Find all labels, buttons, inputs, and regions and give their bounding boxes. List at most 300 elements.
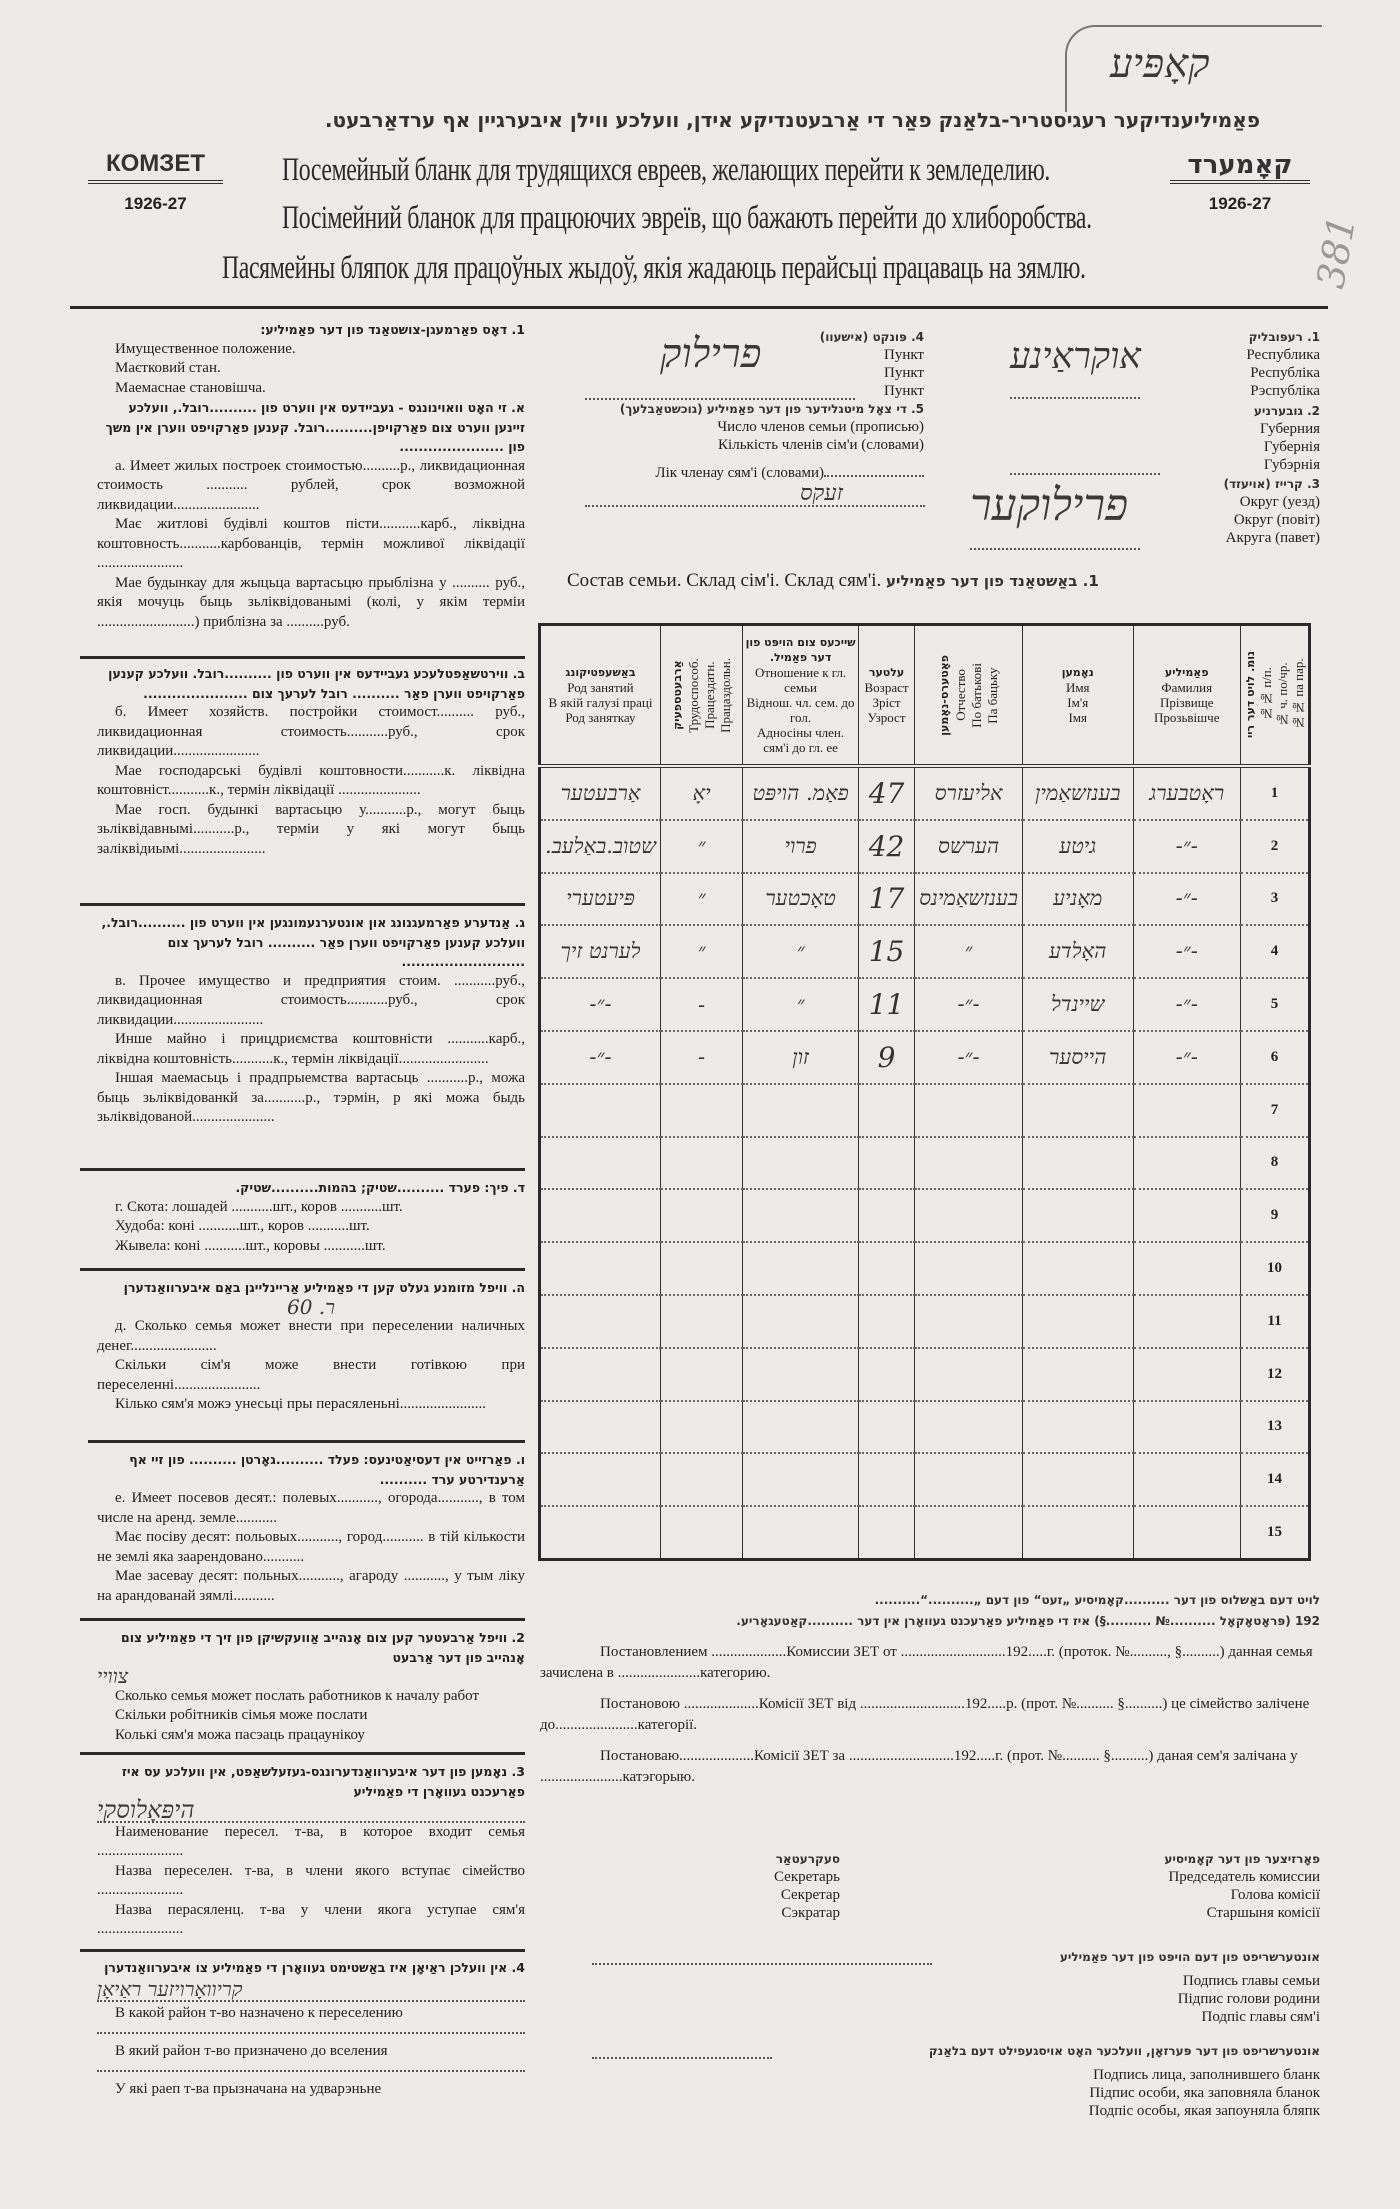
text-line: В який район т-во призначено до вселения	[97, 2034, 525, 2072]
cell-occupation[interactable]	[540, 1348, 661, 1401]
text-line: אונטערשריפט פון דעם הויפּט פון דער פאַמיליע	[1059, 1950, 1320, 1964]
text-line: № ч. по/чр.	[1274, 662, 1290, 728]
okrug-value: פרילוקער	[970, 480, 1129, 531]
cell-name[interactable]: הייסער	[1022, 1031, 1133, 1084]
text-line: Скільки сім'я може внести готівкою при переселенні.......................	[97, 1357, 525, 1393]
section-workers	[97, 1628, 525, 1745]
text-line: Секретар	[780, 1887, 840, 1903]
text-line: Імя	[1068, 710, 1088, 725]
cell-age[interactable]	[858, 1348, 914, 1401]
text-line: 1. דאָס פאַרמעגן-צושטאַנד פון דער פאַמיליע:	[260, 322, 525, 337]
text-line: Назва переселен. т-ва, в члени якого вступає сімейство .......................	[97, 1862, 525, 1898]
cell-name[interactable]: בענזשאַמין	[1022, 766, 1133, 820]
text-line: באַשעפטיקונג	[565, 666, 636, 679]
cell-relation[interactable]	[743, 1137, 859, 1190]
cell-surname[interactable]	[1133, 1453, 1240, 1506]
cell-name[interactable]	[1022, 1189, 1133, 1242]
text-line: Округ (уезд)	[1239, 494, 1320, 510]
text-line: В какой район т-во назначено к переселению	[97, 2002, 525, 2034]
cell-age[interactable]	[858, 1453, 914, 1506]
family-row	[540, 873, 1310, 926]
text-line: Скільки робітників сімья може послати	[115, 1707, 368, 1723]
cell-age[interactable]	[858, 1189, 914, 1242]
cell-surname[interactable]: -״-	[1133, 925, 1240, 978]
cell-relation[interactable]	[743, 1084, 859, 1137]
family-heading	[567, 570, 1099, 592]
text-line: Секретарь	[773, 1869, 840, 1885]
head-signature	[1060, 1948, 1320, 2026]
cell-surname[interactable]: ראָטבערג	[1133, 766, 1240, 820]
komzet-year: 1926-27	[124, 194, 187, 213]
text-line: Губернія	[1263, 439, 1320, 455]
cell-name[interactable]: גיטע	[1022, 820, 1133, 873]
text-line: 5. די צאָל מיטגלידער פון דער פאַמיליע (גוכשטאַבלעך)	[619, 402, 924, 416]
cell-relation[interactable]	[743, 1189, 859, 1242]
punkt-value: פרילוק	[660, 331, 762, 377]
text-line: Округ (повіт)	[1233, 512, 1320, 528]
handwritten-copy-mark: קאָפּיע	[1110, 41, 1210, 87]
cell-surname[interactable]: -״-	[1133, 820, 1240, 873]
text-line: а. Имеет жилых построек стоимостью..........р., ликвидационная стоимость ........... рублей, срок возможной ликвидации.......................	[97, 457, 525, 513]
text-line: Віднош. чл. сем. до гол.	[746, 695, 855, 725]
text-line: עלטער	[868, 666, 905, 679]
text-line: Постановою ....................Комісії ЗЕТ від ............................192.....р. (прот. №.......... §..........) це сімейство залічене до......................категорії.	[540, 1696, 1310, 1733]
section-crops	[97, 1450, 525, 1606]
text-line: לויט דעם באַשלוס פון דער ..........קאָמיסיע „זעט“ פון דעם „..........“..........	[874, 1593, 1320, 1607]
text-line: Кілько сям'я можэ унесьці пры перасяленьні.......................	[115, 1396, 487, 1412]
cell-surname[interactable]: -״-	[1133, 873, 1240, 926]
text-line: נאָמען	[1061, 666, 1094, 679]
komzet-label: КОМЗЕТ	[88, 150, 223, 184]
cell-patronymic[interactable]	[915, 1348, 1023, 1401]
text-line: 3. קרייז (אויעזד)	[1223, 477, 1320, 491]
text-line: Постановаю....................Комісії ЗЕТ за ............................192.....г. (прот. №.......... §..........) даная сем'я залічана у ......................катэгорыю.	[540, 1748, 1298, 1785]
text-line: №№ па пар.	[1290, 659, 1306, 731]
text-line: 1. רעפּובליק	[1248, 330, 1320, 344]
family-row	[540, 766, 1310, 820]
cell-age[interactable]	[858, 1401, 914, 1454]
family-row	[540, 1084, 1310, 1137]
column-header-number	[1240, 625, 1309, 767]
text-line: Мае засевау десят: польных..........., агароду ..........., у тым ліку на арандованай зямлі...........	[97, 1568, 525, 1604]
cell-occupation[interactable]	[540, 1137, 661, 1190]
text-line: ה. וויפל מזומנע געלט קען די פאַמיליע אַריינלייגן באַם איבערוואַנדערן	[123, 1280, 525, 1295]
cell-patronymic[interactable]	[915, 1084, 1023, 1137]
cell-occupation[interactable]	[540, 1242, 661, 1295]
text-line: Имущественное положение.	[115, 340, 296, 357]
family-row	[540, 1031, 1310, 1084]
cell-age[interactable]	[858, 1137, 914, 1190]
cell-work-ability[interactable]: ״	[660, 820, 742, 873]
cell-patronymic[interactable]	[915, 1189, 1023, 1242]
text-line: 1. באַשטאַנד פון דער פאַמיליע	[886, 572, 1099, 590]
cell-work-ability[interactable]: יאָ	[660, 766, 742, 820]
text-line: Имя	[1065, 680, 1090, 695]
text-line: Пункт	[883, 365, 924, 381]
text-line: д. Сколько семья может внести при переселении наличных денег.......................	[97, 1318, 525, 1354]
cell-age[interactable]	[858, 1506, 914, 1559]
cell-name[interactable]	[1022, 1401, 1133, 1454]
text-line: אַרבעטספעיק	[671, 660, 685, 730]
text-line: Республіка	[1250, 365, 1320, 381]
text-line: Мае будынкау для жыцьца вартасьцю прыблізна у .......... руб., якія мочуць быць зьліквідованымі (колі, у якім терміи ..........................) приблізна за ..........руб.	[97, 574, 525, 630]
yiddish-title: פאַמיליענדיקער רעגיסטריר-בלאַנק פאַר די אַרבעטנדיקע אידן, וועלכע ווילן איבערגיין אף ערדאַרבעט.	[324, 108, 1260, 132]
text-line: Колькі сям'я можа пасэаць працаунікоу	[115, 1726, 365, 1743]
text-line: Худоба: коні ...........шт., коров ...........шт.	[115, 1218, 370, 1234]
cell-surname[interactable]: -״-	[1133, 978, 1240, 1031]
text-line: По батькові	[969, 662, 985, 728]
text-line: Працездатн.	[702, 661, 718, 729]
section-property	[97, 320, 525, 632]
text-line: Має житлові будівлі коштов пісти...........карб., ліквідна коштовность...........карбованців, термін можливої ліквідації .......................	[97, 516, 525, 571]
cell-relation[interactable]	[743, 1348, 859, 1401]
text-line: Прізвище	[1159, 695, 1214, 710]
text-line: в. Прочее имущество и предприятия стоим. ...........руб., ликвидационная стоимость...........руб., срок ликвидации........................	[97, 972, 525, 1028]
cell-work-ability[interactable]: -	[660, 1031, 742, 1084]
text-line: Узрост	[867, 710, 906, 725]
column-header-patronymic	[915, 625, 1023, 767]
cell-relation[interactable]	[743, 1295, 859, 1348]
komerd-year: 1926-27	[1208, 194, 1272, 213]
cell-age[interactable]	[858, 1242, 914, 1295]
republic-label	[1246, 328, 1320, 400]
cell-name[interactable]	[1022, 1506, 1133, 1559]
text-line: Фамилия	[1161, 680, 1213, 695]
text-line: א. זי האָט וואוינונגס - געביידעס אין ווערט פון ..........רובל., וועלכע זיינען ווערט צום פאַרקויפן..........רובל. קענען פאַרקויפט ווערן אין משך פון ......................	[105, 400, 525, 454]
society-value: היפּאָלוסקי	[97, 1801, 525, 1823]
cell-number: 7	[1240, 1084, 1309, 1137]
cell-age[interactable]: 47	[858, 766, 914, 820]
text-line: Сэкратар	[781, 1905, 840, 1921]
text-line: 3. נאָמען פון דער איבערוואַנדערונגס-געזעלשאַפט, אין וועלכע עס איז פאַרעכנט געוואָרן די פאַמיליע	[121, 1764, 525, 1799]
cell-occupation[interactable]: שטוב.באַלעב.	[540, 820, 661, 873]
cell-name[interactable]	[1022, 1137, 1133, 1190]
cell-number: 3	[1240, 873, 1309, 926]
cell-relation[interactable]	[743, 1506, 859, 1559]
chairman-signature	[1164, 1850, 1320, 1922]
cell-occupation[interactable]	[540, 1295, 661, 1348]
text-line: В якій галузі праці	[548, 695, 653, 710]
members-label	[620, 400, 924, 482]
text-line: Губерния	[1260, 421, 1320, 437]
text-line: Подпіс главы сям'і	[1201, 2009, 1320, 2025]
text-line: נומ. לויט דער ריי	[1243, 651, 1257, 739]
text-line: Состав семьи. Склад сім'і. Склад сям'і.	[567, 570, 882, 591]
cell-work-ability[interactable]: -	[660, 978, 742, 1031]
column-header-age	[858, 625, 914, 767]
text-line: Возраст	[864, 680, 909, 695]
section-other-property	[97, 913, 525, 1128]
text-line: б. Имеет хозяйств. постройки стоимост.......... руб., ликвидационная стоимость...........руб., срок ликвидации.......................	[97, 704, 525, 759]
text-line: Мае господарські будівлі коштовности...........к. ліквідна коштовніст...........к., термін ліквідації ......................	[97, 762, 525, 798]
text-line: Республика	[1246, 347, 1320, 363]
text-line: Працаздольн.	[718, 657, 734, 733]
cell-patronymic[interactable]	[915, 1453, 1023, 1506]
column-header-work-ability	[660, 625, 742, 767]
cell-relation[interactable]: ״	[743, 978, 859, 1031]
filler-signature	[929, 2042, 1320, 2120]
cell-work-ability[interactable]	[660, 1453, 742, 1506]
cell-name[interactable]	[1022, 1295, 1133, 1348]
filler-signature-line[interactable]	[592, 2057, 772, 2059]
text-line: Па бацьку	[985, 666, 1001, 724]
text-line: Постановлением ....................Комиссии ЗЕТ от ............................192.....г. (проток. №.........., §..........) данная семья зачислена в ......................категорию.	[540, 1644, 1313, 1681]
cell-relation[interactable]: זון	[743, 1031, 859, 1084]
text-line: Лік членау сям'і (словами)	[655, 465, 824, 481]
title-ukrainian: Посімейний бланок для працюючих эвреїв, що бажають перейти до хлиборобства.	[282, 200, 1092, 236]
text-line: Іншая маемасьць і прадпрыемства вартасьць ...........р., можа быць зьліквідованкй за...........р., тэрмін, р які можа быдь зьліквідованой......................	[97, 1070, 525, 1125]
family-row	[540, 1348, 1310, 1401]
text-line: Число членов семьи (прописью)	[717, 419, 924, 435]
column-header-surname	[1133, 625, 1240, 767]
cell-surname[interactable]	[1133, 1137, 1240, 1190]
family-row	[540, 978, 1310, 1031]
text-line: סעקרעטאַר	[775, 1852, 840, 1866]
family-row	[540, 925, 1310, 978]
cell-surname[interactable]	[1133, 1348, 1240, 1401]
cell-patronymic[interactable]	[915, 1242, 1023, 1295]
punkt-label	[820, 328, 924, 400]
text-line: 192 (פּראָטאָקאָל ..........№ ..........§) איז די פאַמיליע פאַרעכנט געוואָרן אין דער ..........קאַטעגאָריע.	[736, 1614, 1320, 1628]
cell-age[interactable]: 11	[858, 978, 914, 1031]
cell-surname[interactable]	[1133, 1189, 1240, 1242]
cell-number: 2	[1240, 820, 1309, 873]
text-line: Инше майно і прицдриємства коштовністи ...........карб., ліквідна коштовність...........к., термін ліквідації........................	[97, 1031, 525, 1067]
family-row	[540, 1189, 1310, 1242]
cell-patronymic[interactable]: אליעזרס	[915, 766, 1023, 820]
text-line: е. Имеет посевов десят.: полевых..........., огорода..........., в том числе на аренд. земле...........	[97, 1490, 525, 1526]
text-line: Трудоспособ.	[686, 657, 702, 733]
cell-work-ability[interactable]	[660, 1295, 742, 1348]
cell-work-ability[interactable]	[660, 1189, 742, 1242]
cell-patronymic[interactable]	[915, 1295, 1023, 1348]
section-livestock	[97, 1178, 525, 1256]
text-line: 4. פּונקט (אישעוו)	[819, 330, 924, 344]
cell-patronymic[interactable]: -״-	[915, 1031, 1023, 1084]
text-line: Председатель комиссии	[1168, 1869, 1320, 1885]
cell-occupation[interactable]	[540, 1506, 661, 1559]
text-line: Жывела: коні ...........шт., коровы ...........шт.	[115, 1237, 386, 1254]
title-belarusian: Пасямейны бляпок для працоўных жыдоў, якія жадаюць перайсьці працаваць на зямлю.	[222, 250, 1086, 286]
cell-relation[interactable]: ״	[743, 925, 859, 978]
column-header-relation	[743, 625, 859, 767]
text-line: Маемаснае становішча.	[115, 379, 266, 396]
text-line: Подпіс особы, якая запоуняла бляпк	[1088, 2103, 1320, 2119]
komzet-logo	[88, 150, 223, 214]
text-line: Підпис голови родини	[1177, 1991, 1320, 2007]
cell-work-ability[interactable]	[660, 1137, 742, 1190]
cell-relation[interactable]	[743, 1401, 859, 1454]
text-line: Отчество	[953, 669, 969, 721]
cell-relation[interactable]: טאָכטער	[743, 873, 859, 926]
cell-patronymic[interactable]: הערשס	[915, 820, 1023, 873]
cell-name[interactable]: האָלדע	[1022, 925, 1133, 978]
family-row	[540, 1137, 1310, 1190]
text-line: У які раеп т-ва прызначана на удварэньне	[115, 2080, 382, 2097]
text-line: Зріст	[872, 695, 901, 710]
okrug-label	[1224, 475, 1320, 547]
cell-age[interactable]: 15	[858, 925, 914, 978]
cell-work-ability[interactable]	[660, 1401, 742, 1454]
text-line: Подпись лица, заполнившего бланк	[1093, 2067, 1320, 2083]
cash-value: ר. 60	[287, 1294, 335, 1319]
cell-surname[interactable]	[1133, 1084, 1240, 1137]
cell-number: 8	[1240, 1137, 1309, 1190]
text-line: Кількість членів сім'и (словами)	[718, 437, 924, 453]
text-line: ו. פאַרזייט אין דעסיאַטינעס: פעלד ..........גאָרטן .......... פון זיי אף אַרענדירטע ערד ..........	[129, 1452, 525, 1487]
cell-patronymic[interactable]: בענזשאַמינס	[915, 873, 1023, 926]
text-line: 4. אין וועלכן ראַיאָן איז באַשטימט געוואָרן די פאַמיליע צו איבערוואַנדערן	[104, 1960, 525, 1975]
cell-patronymic[interactable]	[915, 1506, 1023, 1559]
cell-number: 9	[1240, 1189, 1309, 1242]
text-line: Прозьвішче	[1153, 710, 1220, 725]
secretary-signature	[700, 1850, 840, 1922]
cell-patronymic[interactable]	[915, 1401, 1023, 1454]
cell-work-ability[interactable]: ״	[660, 925, 742, 978]
text-line: Род занятий	[567, 680, 634, 695]
text-line: г. Скота: лошадей ...........шт., коров ...........шт.	[115, 1198, 403, 1215]
cell-occupation[interactable]: -״-	[540, 978, 661, 1031]
text-line: Старшыня комісії	[1206, 1905, 1320, 1921]
column-header-name	[1022, 625, 1133, 767]
family-table	[538, 623, 1311, 1561]
cell-relation[interactable]: פאַמ. הויפּט	[743, 766, 859, 820]
cell-patronymic[interactable]: ״	[915, 925, 1023, 978]
text-line: Род заняткау	[565, 710, 636, 725]
cell-surname[interactable]	[1133, 1295, 1240, 1348]
cell-surname[interactable]	[1133, 1506, 1240, 1559]
cell-relation[interactable]	[743, 1242, 859, 1295]
cell-occupation[interactable]: פּיעטערי	[540, 873, 661, 926]
commission-resolution	[540, 1590, 1320, 1788]
column-header-occupation	[540, 625, 661, 767]
text-line: Ім'я	[1067, 695, 1089, 710]
family-row	[540, 1506, 1310, 1559]
cell-work-ability[interactable]	[660, 1242, 742, 1295]
workers-value: צוויי	[97, 1664, 129, 1688]
cell-work-ability[interactable]	[660, 1506, 742, 1559]
cell-number: 13	[1240, 1401, 1309, 1454]
text-line: Рэспубліка	[1250, 383, 1320, 399]
text-line: Назва перасяленц. т-ва у члени якога уступае сям'я .......................	[97, 1901, 525, 1937]
text-line: 2. גובערניע	[1253, 404, 1320, 418]
cell-age[interactable]	[858, 1084, 914, 1137]
komerd-label: קאָמערד	[1170, 150, 1310, 184]
section-settlement-society	[97, 1762, 525, 1940]
text-line: Має посіву десят: польовых..........., город........... в тій кількости не землі яка заарендовано...........	[97, 1529, 525, 1565]
family-row	[540, 1401, 1310, 1454]
family-row	[540, 1242, 1310, 1295]
head-signature-line[interactable]	[592, 1963, 932, 1965]
cell-age[interactable]: 9	[858, 1031, 914, 1084]
text-line: Сколько семья может послать работников к началу работ	[115, 1687, 480, 1704]
cell-number: 5	[1240, 978, 1309, 1031]
cell-number: 10	[1240, 1242, 1309, 1295]
section-farm-buildings	[97, 664, 525, 859]
text-line: Губэрнія	[1263, 457, 1320, 473]
text-line: Підпис особи, яка заповняла бланок	[1089, 2085, 1320, 2101]
cell-surname[interactable]: -״-	[1133, 1031, 1240, 1084]
cell-number: 1	[1240, 766, 1309, 820]
text-line: ג. אַנדערע פאַרמעגנונג און אונטערנעמונגען אין ווערט פון ..........רובל., וועלכע קענען פאַרקויפט ווערן פאַר .......... רובל לערעך צום ..........................	[101, 915, 525, 969]
family-row	[540, 1453, 1310, 1506]
text-line: ב. ווירטשאַפטלעכע געביידעס אין ווערט פון ..........רובל. וועלכע קענען פאַרקויפט ווערן פאַר .......... רובל לערעך צום ......................	[108, 666, 525, 701]
family-row	[540, 1295, 1310, 1348]
cell-occupation[interactable]: אַרבעטער	[540, 766, 661, 820]
republic-value: אוקראַינע	[1010, 336, 1141, 377]
text-line: Адносіны член. сям'і до гл. ее	[757, 725, 845, 755]
text-line: פאָטערס-נאָמען	[938, 654, 952, 736]
cell-age[interactable]: 17	[858, 873, 914, 926]
cell-occupation[interactable]	[540, 1401, 661, 1454]
cell-number: 6	[1240, 1031, 1309, 1084]
cell-occupation[interactable]	[540, 1189, 661, 1242]
cell-name[interactable]	[1022, 1348, 1133, 1401]
title-russian: Посемейный бланк для трудящихся евреев, желающих перейти к земледелию.	[282, 152, 1050, 188]
cell-age[interactable]	[858, 1295, 914, 1348]
cell-name[interactable]	[1022, 1453, 1133, 1506]
cell-occupation[interactable]: לערנט זיך	[540, 925, 661, 978]
cell-surname[interactable]	[1133, 1401, 1240, 1454]
cell-age[interactable]: 42	[858, 820, 914, 873]
section-cash	[97, 1278, 525, 1415]
text-line: №№ п/п.	[1258, 667, 1274, 723]
cell-number: 11	[1240, 1295, 1309, 1348]
header-rule	[70, 306, 1328, 309]
text-line: פאַמיליע	[1164, 666, 1209, 679]
text-line: Отношение к гл. семьи	[754, 665, 847, 695]
text-line: Мае госп. будынкі вартасьцю у...........р., могут быць зьліквідавнымі...........р., терміи у які могут быць заліквідиымі.......................	[97, 801, 525, 857]
cell-occupation[interactable]	[540, 1084, 661, 1137]
cell-occupation[interactable]: -״-	[540, 1031, 661, 1084]
section-district	[97, 1958, 525, 2100]
text-line: Пункт	[883, 383, 924, 399]
cell-number: 14	[1240, 1453, 1309, 1506]
cell-name[interactable]: שיינדל	[1022, 978, 1133, 1031]
margin-number: 381	[1308, 212, 1365, 292]
text-line: Маєтковий стан.	[115, 360, 221, 376]
cell-relation[interactable]	[743, 1453, 859, 1506]
cell-occupation[interactable]	[540, 1453, 661, 1506]
cell-name[interactable]	[1022, 1084, 1133, 1137]
cell-number: 15	[1240, 1506, 1309, 1559]
text-line: Наименование пересел. т-ва, в которое входит семья .......................	[97, 1823, 525, 1859]
text-line: Пункт	[883, 347, 924, 363]
cell-surname[interactable]	[1133, 1242, 1240, 1295]
members-value: זעקס	[800, 481, 843, 506]
cell-work-ability[interactable]: ״	[660, 873, 742, 926]
text-line: Акруга (павет)	[1225, 530, 1320, 546]
text-line: אונטערשריפט פון דער פּערזאָן, וועלכער האָט אויסגעפילט דעם בלאַנק	[928, 2044, 1320, 2058]
text-line: Голова комісії	[1230, 1887, 1320, 1903]
district-value: קריוואָרויזער ראַיאָן	[97, 1978, 525, 2002]
text-line: Подпись главы семьи	[1182, 1973, 1320, 1989]
family-row	[540, 820, 1310, 873]
cell-work-ability[interactable]	[660, 1084, 742, 1137]
cell-name[interactable]: מאָניע	[1022, 873, 1133, 926]
cell-patronymic[interactable]	[915, 1137, 1023, 1190]
text-line: שייכעס צום הויפּט פון דער פאַמיל.	[745, 636, 856, 664]
cell-patronymic[interactable]: -״-	[915, 978, 1023, 1031]
text-line: ד. פיך: פערד ..........שטיק; בהמות..........שטיק.	[235, 1180, 525, 1195]
cell-number: 12	[1240, 1348, 1309, 1401]
cell-name[interactable]	[1022, 1242, 1133, 1295]
cell-work-ability[interactable]	[660, 1348, 742, 1401]
text-line: פאָרזיצער פון דער קאָמיסיע	[1164, 1852, 1320, 1866]
text-line: 2. וויפל אַרבעטער קען צום אָנהייב אַוועקשיקן פון זיך די פאַמיליע צום אָנהייב פון דער אַרבעט	[121, 1630, 525, 1665]
cell-number: 4	[1240, 925, 1309, 978]
cell-relation[interactable]: פרוי	[743, 820, 859, 873]
